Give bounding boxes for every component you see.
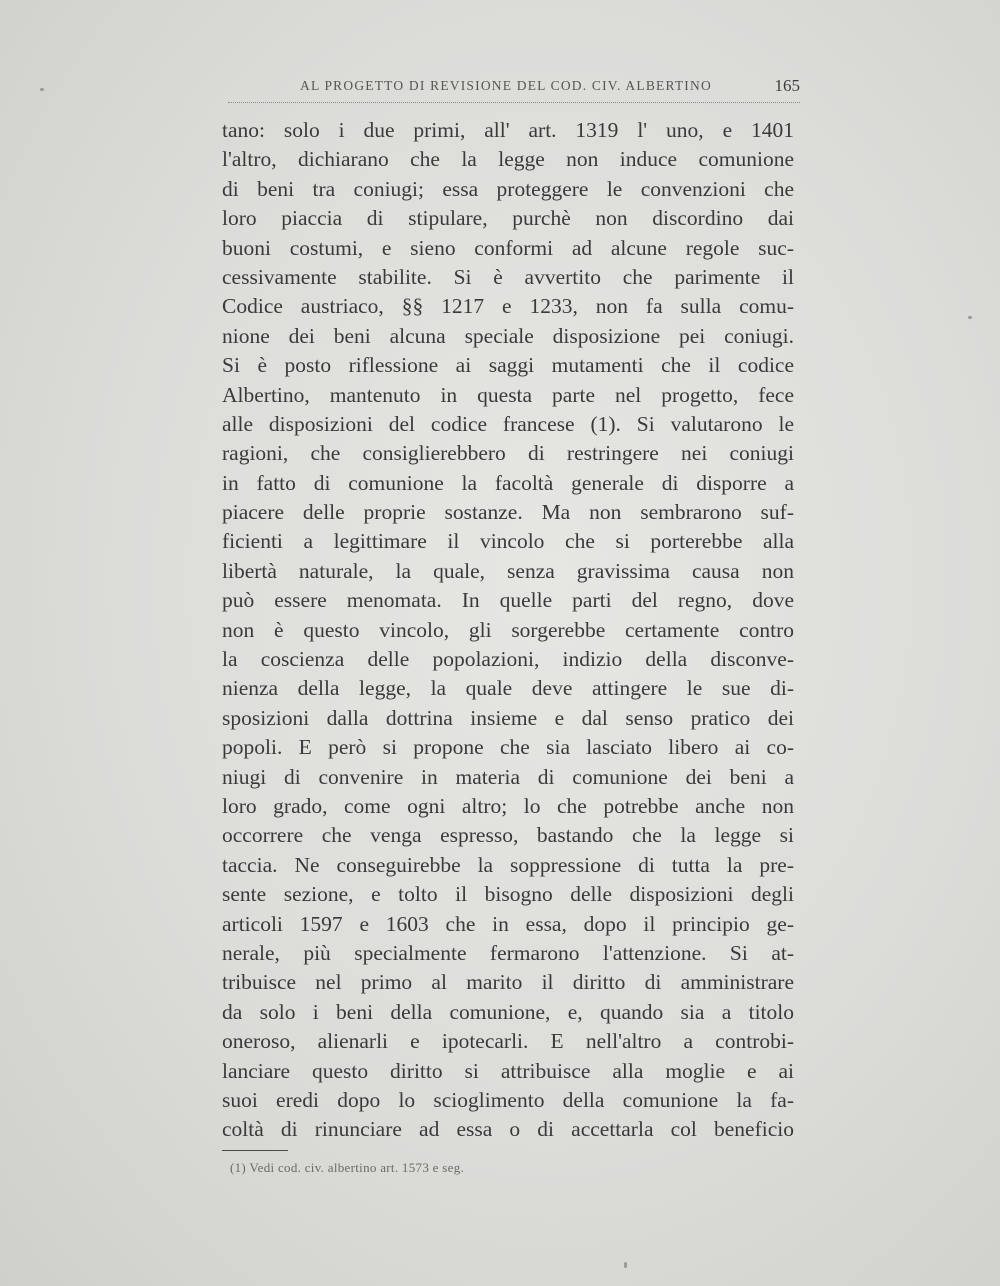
text-line: popoli. E però si propone che sia lasciato libero ai co- <box>222 735 794 760</box>
text-line: tribuisce nel primo al marito il diritto di amministrare <box>222 970 794 995</box>
text-line: piacere delle proprie sostanze. Ma non sembrarono suf- <box>222 500 794 525</box>
text-line: alle disposizioni del codice francese (1). Si valutarono le <box>222 411 794 436</box>
text-line: articoli 1597 e 1603 che in essa, dopo il principio ge- <box>222 911 794 936</box>
text-line: cessivamente stabilite. Si è avvertito che parimente il <box>222 264 794 289</box>
text-line: oneroso, alienarli e ipotecarli. E nell'altro a controbi- <box>222 1029 794 1054</box>
text-line: la coscienza delle popolazioni, indizio della disconve- <box>222 647 794 672</box>
header-rule <box>228 102 800 103</box>
text-line: in fatto di comunione la facoltà generale di disporre a <box>222 470 794 495</box>
running-title: AL PROGETTO DI REVISIONE DEL COD. CIV. ALBERTINO <box>300 78 712 93</box>
text-line: occorrere che venga espresso, bastando che la legge si <box>222 823 794 848</box>
text-line: sente sezione, e tolto il bisogno delle disposizioni degli <box>222 882 794 907</box>
text-line: niugi di convenire in materia di comunione dei beni a <box>222 764 794 789</box>
text-line: suoi eredi dopo lo scioglimento della comunione la fa- <box>222 1087 794 1112</box>
text-line: nienza della legge, la quale deve attingere le sue di- <box>222 676 794 701</box>
text-line: ragioni, che consiglierebbero di restringere nei coniugi <box>222 441 794 466</box>
text-line: loro piaccia di stipulare, purchè non discordino dai <box>222 206 794 231</box>
text-line: da solo i beni della comunione, e, quando sia a titolo <box>222 999 794 1024</box>
footnote-rule <box>222 1150 288 1151</box>
text-line: coltà di rinunciare ad essa o di accettarla col beneficio <box>222 1117 794 1142</box>
text-line: taccia. Ne conseguirebbe la soppressione di tutta la pre- <box>222 852 794 877</box>
text-line: loro grado, come ogni altro; lo che potrebbe anche non <box>222 793 794 818</box>
paper-speck <box>40 88 44 91</box>
footnote: (1) Vedi cod. civ. albertino art. 1573 e seg. <box>230 1160 465 1175</box>
page-number: 165 <box>774 76 800 95</box>
text-line: Codice austriaco, §§ 1217 e 1233, non fa sulla comu- <box>222 294 794 319</box>
text-line: sposizioni dalla dottrina insieme e dal senso pratico dei <box>222 705 794 730</box>
text-line: di beni tra coniugi; essa proteggere le convenzioni che <box>222 176 794 201</box>
text-line: Si è posto riflessione ai saggi mutamenti che il codice <box>222 353 794 378</box>
text-line: Albertino, mantenuto in questa parte nel progetto, fece <box>222 382 794 407</box>
text-line: nerale, più specialmente fermarono l'attenzione. Si at- <box>222 940 794 965</box>
text-line: l'altro, dichiarano che la legge non induce comunione <box>222 147 794 172</box>
body-text <box>222 116 794 1145</box>
text-line: lanciare questo diritto si attribuisce alla moglie e ai <box>222 1058 794 1083</box>
text-line: tano: solo i due primi, all' art. 1319 l' uno, e 1401 <box>222 118 794 142</box>
text-line: buoni costumi, e sieno conformi ad alcune regole suc- <box>222 235 794 260</box>
running-head <box>228 76 800 100</box>
text-line: ficienti a legittimare il vincolo che si porterebbe alla <box>222 529 794 554</box>
text-line: nione dei beni alcuna speciale disposizione pei coniugi. <box>222 323 794 348</box>
paper-speck <box>968 316 972 319</box>
paper-speck <box>624 1262 627 1268</box>
text-line: libertà naturale, la quale, senza gravissima causa non <box>222 558 794 583</box>
text-line: può essere menomata. In quelle parti del regno, dove <box>222 588 794 613</box>
text-line: non è questo vincolo, gli sorgerebbe certamente contro <box>222 617 794 642</box>
